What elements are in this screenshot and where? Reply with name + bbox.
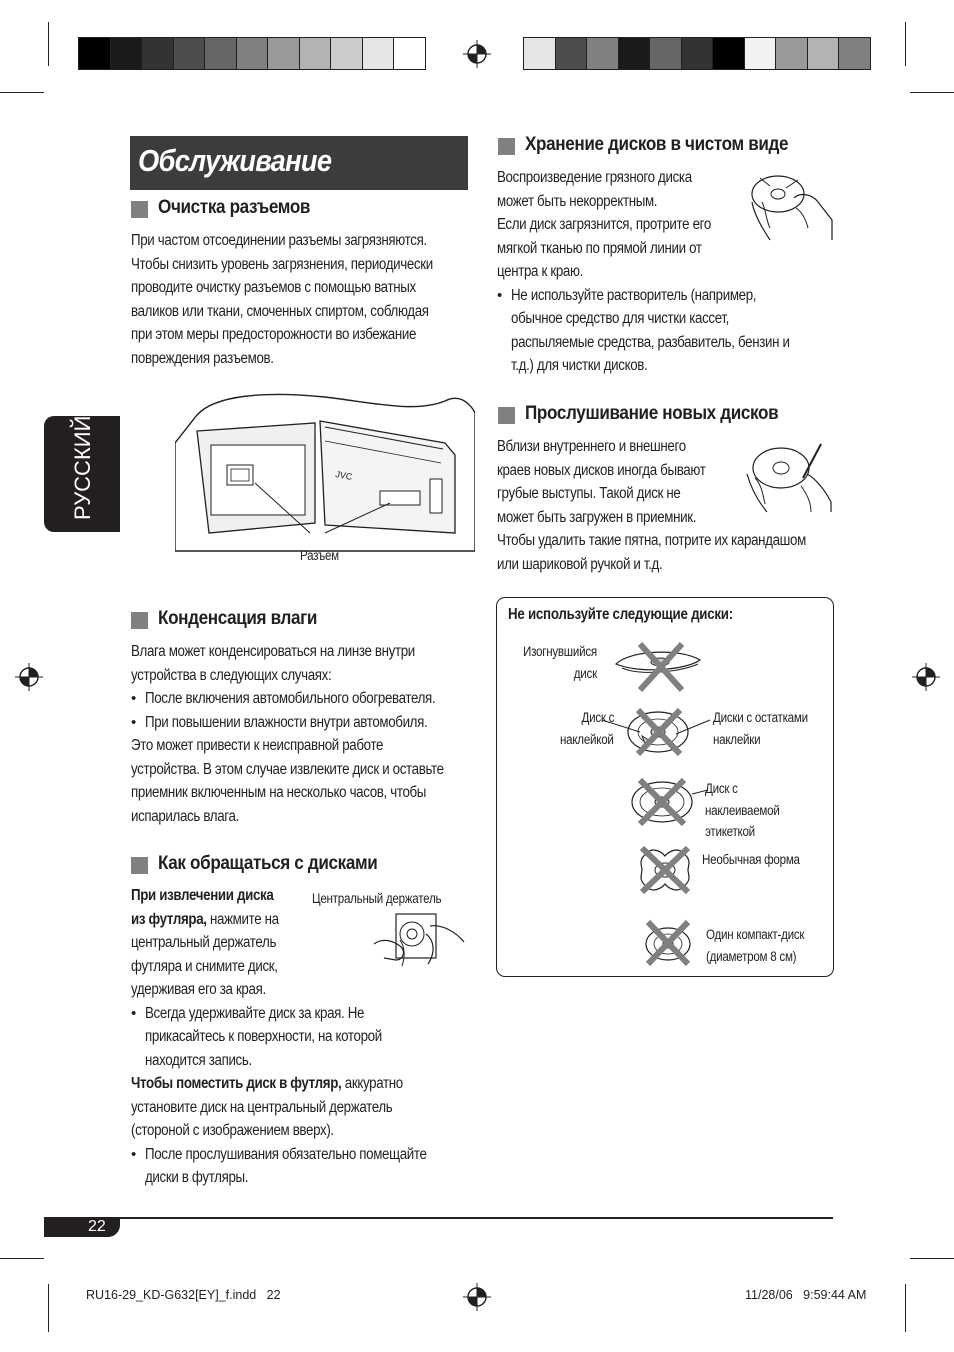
text-line: испарилась влага. xyxy=(131,807,239,825)
text-line: центра к краю. xyxy=(497,263,583,280)
handling-paragraph xyxy=(131,884,472,1190)
text-line: Чтобы удалить такие пятна, потрите их карандашом xyxy=(497,532,806,549)
text-line: удерживая его за края. xyxy=(131,981,266,998)
sticker-disc-crossed-icon xyxy=(600,706,712,756)
calibration-swatch xyxy=(174,37,206,70)
calibration-swatch xyxy=(394,37,426,70)
text-line: грубые выступы. Такой диск не xyxy=(497,485,681,502)
registration-target-icon xyxy=(463,1283,491,1311)
footer-rule xyxy=(112,1217,833,1219)
registration-target-icon xyxy=(15,663,43,691)
registration-target-icon xyxy=(912,663,940,691)
footer-file-info: RU16-29_KD-G632[EY]_f.indd 22 xyxy=(86,1288,281,1302)
section-marker-square xyxy=(498,407,515,424)
bullet-item: • При повышении влажности внутри автомобиля. xyxy=(131,713,428,731)
text-line: устройства в следующих случаях: xyxy=(131,666,332,684)
text-line: приемник включенным на несколько часов, чтобы xyxy=(131,784,427,801)
text-line: проводите очистку разъемов с помощью ватных xyxy=(131,279,416,296)
svg-text:JVC: JVC xyxy=(334,469,354,482)
text-line: футляра и снимите диск, xyxy=(131,957,278,975)
calibration-swatch xyxy=(776,37,808,70)
connector-label: Разъем xyxy=(300,548,339,563)
calibration-swatch xyxy=(587,37,619,70)
text-line: краев новых дисков иногда бывают xyxy=(497,461,706,479)
calibration-swatch xyxy=(682,37,714,70)
calibration-swatch xyxy=(650,37,682,70)
calibration-swatch xyxy=(111,37,143,70)
calibration-swatch xyxy=(524,37,556,70)
text-line: Чтобы снизить уровень загрязнения, периодически xyxy=(131,255,433,273)
footer-date-info: 11/28/06 9:59:44 AM xyxy=(745,1288,867,1302)
calibration-swatch xyxy=(331,37,363,70)
text-line: Воспроизведение грязного диска xyxy=(497,169,692,186)
calibration-swatch xyxy=(79,37,111,70)
unusual-shape-label: Необычная форма xyxy=(702,852,800,867)
calibration-swatch xyxy=(268,37,300,70)
wiping-disc-illustration xyxy=(748,168,834,244)
page-number: 22 xyxy=(88,1218,106,1235)
text-line: Вблизи внутреннего и внешнего xyxy=(497,438,686,455)
section-heading-condensation: Конденсация влаги xyxy=(158,608,318,629)
pencil-disc-illustration xyxy=(745,438,835,514)
text-line: при этом меры предосторожности во избежание xyxy=(131,326,417,343)
do-not-use-heading: Не используйте следующие диски: xyxy=(508,606,733,623)
label-disc-crossed-icon xyxy=(628,776,710,828)
bent-disc-label: Изогнувшийся диск xyxy=(523,644,597,681)
sticker-residue-label: Диски с остатками наклейки xyxy=(713,710,808,747)
section-marker-square xyxy=(131,201,148,218)
section-heading-storage: Хранение дисков в чистом виде xyxy=(525,134,789,155)
condensation-paragraph xyxy=(131,640,495,828)
calibration-swatch xyxy=(745,37,777,70)
section-marker-square xyxy=(131,857,148,874)
text-line: устройства. В этом случае извлеките диск и оставьте xyxy=(131,760,444,778)
sticker-disc-label: Диск с наклейкой xyxy=(560,710,615,747)
calibration-swatch xyxy=(808,37,840,70)
text-line: При извлечении диска xyxy=(131,887,274,904)
text-line: Если диск загрязнится, протрите его xyxy=(497,216,711,233)
text-line: может быть некорректным. xyxy=(497,192,658,210)
calibration-bar-right xyxy=(523,37,871,70)
small-disc-label: Один компакт-диск (диаметром 8 см) xyxy=(706,927,805,964)
text-line: повреждения разъемов. xyxy=(131,349,274,367)
section-heading-handling: Как обращаться с дисками xyxy=(158,853,378,874)
calibration-swatch xyxy=(556,37,588,70)
calibration-bar-left xyxy=(78,37,426,70)
small-disc-crossed-icon xyxy=(638,918,702,968)
calibration-swatch xyxy=(363,37,395,70)
label-disc-label: Диск с наклеиваемой этикеткой xyxy=(705,781,780,839)
page-number-badge xyxy=(44,1217,120,1237)
text-line: Чтобы поместить диск в футляр, аккуратно xyxy=(131,1075,403,1092)
text-line: может быть загружен в приемник. xyxy=(497,508,697,526)
text-line: или шариковой ручкой и т.д. xyxy=(497,555,663,573)
text-line: мягкой тканью по прямой линии от xyxy=(497,239,702,257)
calibration-swatch xyxy=(300,37,332,70)
bullet-item: • После включения автомобильного обогревателя. xyxy=(131,690,436,707)
calibration-swatch xyxy=(205,37,237,70)
text-line: установите диск на центральный держатель xyxy=(131,1098,393,1116)
section-heading-cleaning: Очистка разъемов xyxy=(158,197,311,218)
bent-disc-crossed-icon xyxy=(610,640,706,694)
calibration-swatch xyxy=(713,37,745,70)
calibration-swatch xyxy=(619,37,651,70)
registration-target-icon xyxy=(463,40,491,68)
bullet-item: • Всегда удерживайте диск за края. Не прикасайтесь к поверхности, на которой находится запись. xyxy=(131,1004,382,1069)
section-heading-new-discs: Прослушивание новых дисков xyxy=(525,403,779,424)
text-line: валиков или ткани, смоченных спиртом, соблюдая xyxy=(131,302,429,320)
language-side-tab-label: РУССКИЙ xyxy=(70,415,95,520)
unusual-shape-disc-crossed-icon xyxy=(632,844,698,896)
text-line: из футляра, нажмите на xyxy=(131,910,279,928)
text-line: (стороной с изображением вверх). xyxy=(131,1122,334,1139)
text-line: При частом отсоединении разъемы загрязняются. xyxy=(131,232,427,249)
page-title: Обслуживание xyxy=(138,143,332,178)
calibration-swatch xyxy=(142,37,174,70)
connector-illustration xyxy=(175,383,475,553)
section-marker-square xyxy=(498,138,515,155)
text-line: центральный держатель xyxy=(131,934,277,951)
cleaning-paragraph xyxy=(131,229,482,370)
bullet-item: • После прослушивания обязательно помещайте диски в футляры. xyxy=(131,1145,427,1186)
text-line: Влага может конденсироваться на линзе внутри xyxy=(131,643,415,660)
calibration-swatch xyxy=(839,37,871,70)
bullet-item: • Не используйте растворитель (например, обычное средство для чистки кассет, распыляемые средства, разбавитель, бензин и т.д.) для чистки дисков. xyxy=(497,286,790,374)
section-marker-square xyxy=(131,612,148,629)
center-holder-label: Центральный держатель xyxy=(312,891,442,906)
calibration-swatch xyxy=(237,37,269,70)
text-line: Это может привести к неисправной работе xyxy=(131,737,384,754)
